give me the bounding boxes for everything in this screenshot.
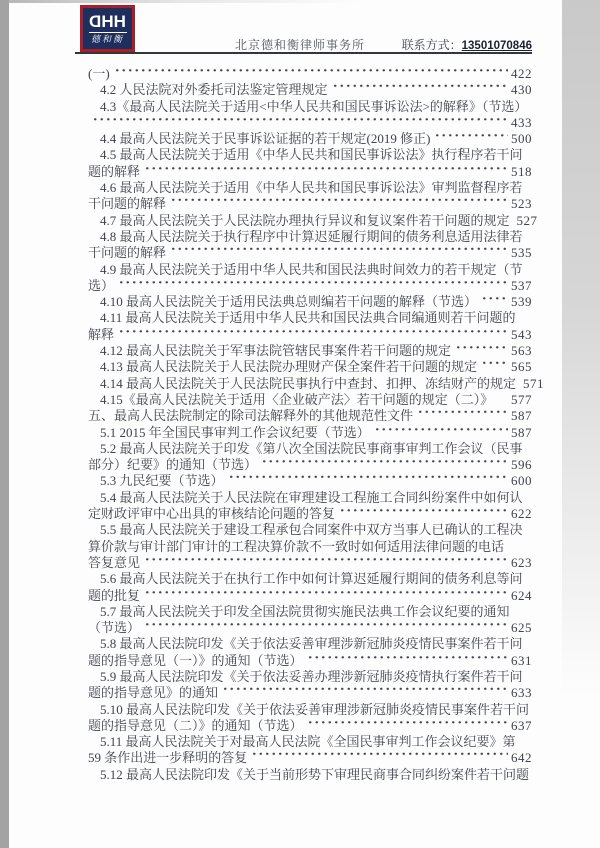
toc-line <box>88 310 532 326</box>
toc-line-text: 4.6 最高人民法院关于适用《中华人民共和国民事诉讼法》审判监督程序若 <box>100 180 523 196</box>
toc-line-text: 4.9 最高人民法院关于适用中华人民共和国民法典时间效力的若干规定（节 <box>100 261 523 277</box>
toc-line <box>88 99 532 115</box>
toc-line-text: 5.4 最高人民法院关于人民法院在审理建设工程施工合同纠纷案件中如何认 <box>100 489 523 505</box>
toc-line <box>88 588 532 604</box>
toc-line-text: 5.1 2015 年全国民事审判工作会议纪要（节选） <box>100 424 370 440</box>
dot-leader <box>114 66 508 82</box>
toc-line <box>88 604 532 620</box>
toc-page-number: 563 <box>511 343 532 359</box>
toc-page-number: 631 <box>511 652 532 668</box>
scan-edge-left <box>0 0 9 848</box>
header-rule <box>75 52 532 54</box>
toc-page-number: 565 <box>511 359 532 375</box>
toc-line <box>88 539 532 555</box>
toc-line <box>88 392 532 408</box>
toc-line-text: （节选） <box>88 620 141 636</box>
toc-line <box>88 375 545 392</box>
logo-letter-h1: H <box>101 12 114 31</box>
toc-line-text: (一) <box>88 66 110 81</box>
dot-leader <box>504 539 532 555</box>
dot-leader <box>170 196 508 212</box>
toc-line <box>88 164 532 180</box>
toc-line <box>88 229 532 245</box>
toc-line <box>88 653 532 669</box>
toc-line <box>88 473 532 489</box>
toc-line <box>88 212 538 229</box>
toc-line-text: 4.13 最高人民法院关于人民法院办理财产保全案件若干问题的规定 <box>100 359 478 375</box>
toc-page-number: 430 <box>511 82 532 98</box>
dot-leader <box>523 490 532 506</box>
toc-line-text: 5.5 最高人民法院关于建设工程承包合同案件中双方当事人已确认的工程决 <box>100 522 523 538</box>
toc-page-number: 571 <box>523 375 545 391</box>
toc-line <box>88 115 532 131</box>
toc-line <box>88 180 532 196</box>
toc-line <box>88 359 532 375</box>
toc-line <box>88 571 532 587</box>
dhh-logo-letters <box>89 13 126 30</box>
toc-line-text: 5.3 九民纪要（节选） <box>100 473 224 489</box>
dot-leader <box>307 718 508 734</box>
dot-leader <box>481 359 508 375</box>
dot-leader <box>339 506 508 522</box>
toc-line-text: 5.10 最高人民法院印发《关于依法妥善审理涉新冠肺炎疫情民事案件若干问 <box>100 701 530 717</box>
toc-line <box>88 490 532 506</box>
toc-line-text: 5.9 最高人民法院印发《关于依法妥善办理涉新冠肺炎疫情执行案件若干问 <box>100 668 523 684</box>
dot-leader <box>144 620 508 636</box>
dot-leader <box>523 636 532 652</box>
scan-edge-right <box>562 0 600 848</box>
toc-page-number: 500 <box>511 131 532 147</box>
dot-leader <box>516 310 532 326</box>
toc-line <box>88 343 532 359</box>
toc-page-number: 433 <box>511 114 532 130</box>
toc-line <box>88 506 532 522</box>
toc-page-number: 622 <box>511 506 532 522</box>
dot-leader <box>261 457 508 473</box>
toc-line <box>88 278 532 294</box>
toc-page-number: 527 <box>516 212 538 228</box>
toc-line-text: 4.8 最高人民法院关于执行程序中计算迟延履行期间的债务利息适用法律若 <box>100 228 523 244</box>
toc-line <box>88 750 532 766</box>
toc-page-number: 518 <box>511 163 532 179</box>
scan-edge-top <box>0 0 600 3</box>
toc-line-text: 4.14 最高人民法院关于人民法院民事执行中查封、扣押、冻结财产的规定 <box>100 375 517 391</box>
toc-line <box>88 425 532 441</box>
toc-line-text: 4.3《最高人民法院关于适用<中华人民共和国民事诉讼法>的解释》（节选） <box>100 98 528 114</box>
toc-line-text: 五、最高人民法院制定的除司法解释外的其他规范性文件 <box>88 408 414 424</box>
toc-line-text: 5.12 最高人民法院印发《关于当前形势下审理民商事合同纠纷案件若干问题 <box>100 766 530 782</box>
toc-page-number: 633 <box>511 685 532 701</box>
toc-line-text: 题的解释 <box>88 163 141 179</box>
logo-divider <box>89 32 127 33</box>
toc-line-text: 5.2 最高人民法院关于印发《第八次全国法院民事商事审判工作会议（民事 <box>100 440 523 456</box>
toc-line-text: 题的指导意见》的通知 <box>88 685 219 701</box>
dot-leader <box>118 278 508 294</box>
dot-leader <box>523 180 532 196</box>
toc-page-number: 600 <box>511 473 532 489</box>
toc-line-text: 59 条作出进一步释明的答复 <box>88 750 248 766</box>
dot-leader <box>144 588 508 604</box>
toc-line <box>88 734 532 750</box>
toc-page-number: 596 <box>511 457 532 473</box>
dot-leader <box>523 522 532 538</box>
toc-line <box>88 196 532 212</box>
toc-page-number: 539 <box>511 294 532 310</box>
toc-line-text: 题的指导意见（一）》的通知（节选） <box>88 652 303 668</box>
dot-leader <box>251 750 508 766</box>
dot-leader <box>455 343 508 359</box>
dot-leader <box>510 604 532 620</box>
toc-page-number: 623 <box>511 554 532 570</box>
dot-leader <box>92 115 508 131</box>
toc-line <box>88 131 532 147</box>
dot-leader <box>529 767 532 783</box>
toc-line <box>88 245 532 261</box>
dot-leader <box>497 392 508 408</box>
dhh-logo <box>80 5 135 52</box>
logo-letter-d-mirrored: D <box>89 12 102 31</box>
toc-line-text: 4.15《最高人民法院关于适用〈企业破产法〉若干问题的规定（二）》 <box>100 391 494 407</box>
dot-leader <box>228 473 508 489</box>
dot-leader <box>144 555 508 571</box>
dot-leader <box>307 653 508 669</box>
dot-leader <box>527 99 532 115</box>
toc-line-text: 算价款与审计部门审计的工程决算价款不一致时如何适用法律问题的电话 <box>88 538 505 554</box>
toc-page-number: 642 <box>511 750 532 766</box>
dot-leader <box>332 82 508 98</box>
toc-page-number: 523 <box>511 196 532 212</box>
toc-line-text: 4.12 最高人民法院关于军事法院管辖民事案件若干问题的规定 <box>100 343 452 359</box>
toc-line <box>88 522 532 538</box>
toc-line-text: 部分）纪要》的通知（节选） <box>88 457 258 473</box>
toc-line-text: 4.11 最高人民法院关于适用中华人民共和国民法典合同编通则若干问题的 <box>100 310 516 326</box>
toc-page-number: 637 <box>511 717 532 733</box>
toc-page-number: 537 <box>511 277 532 293</box>
dot-leader <box>144 164 508 180</box>
toc-line-text: 干问题的解释 <box>88 196 167 212</box>
toc-line <box>88 669 532 685</box>
toc-line-text: 干问题的解释 <box>88 245 167 261</box>
dot-leader <box>374 425 508 441</box>
toc-line <box>88 636 532 652</box>
toc-line-text: 4.4 最高人民法院关于民事诉讼证据的若干规定(2019 修正) <box>100 131 431 147</box>
dot-leader <box>481 294 508 310</box>
table-of-contents <box>88 66 545 783</box>
toc-line-text: 4.7 最高人民法院关于人民法院办理执行异议和复议案件若干问题的规定 <box>100 212 510 228</box>
toc-line-text: 5.7 最高人民法院关于印发全国法院贯彻实施民法典工作会议纪要的通知 <box>100 603 510 619</box>
dot-leader <box>516 734 532 750</box>
contact-phone: 13501070846 <box>461 40 532 52</box>
toc-line <box>88 294 532 310</box>
toc-line <box>88 620 532 636</box>
toc-line-text: 5.8 最高人民法院印发《关于依法妥善审理涉新冠肺炎疫情民事案件若干问 <box>100 636 523 652</box>
toc-line <box>88 408 532 424</box>
toc-line <box>88 147 532 163</box>
toc-line-text: 题的批复 <box>88 587 141 603</box>
firm-name: 北京德和衡律师事务所 <box>234 38 365 52</box>
toc-page-number: 624 <box>511 587 532 603</box>
toc-line-text: 4.2 人民法院对外委托司法鉴定管理规定 <box>100 82 328 98</box>
toc-line <box>88 718 532 734</box>
toc-line-text: 5.11 最高人民法院关于对最高人民法院《全国民事审判工作会议纪要》第 <box>100 734 516 750</box>
contact-info <box>402 36 532 53</box>
toc-line <box>88 441 532 457</box>
toc-line <box>88 555 532 571</box>
toc-page-number: 625 <box>511 620 532 636</box>
dot-leader <box>523 571 532 587</box>
dot-leader <box>523 229 532 245</box>
toc-page-number: 587 <box>511 408 532 424</box>
dot-leader <box>523 147 532 163</box>
toc-line <box>88 767 532 783</box>
dot-leader <box>434 131 508 147</box>
toc-line-text: 解释 <box>88 326 115 342</box>
logo-chinese-name: 德和衡 <box>90 34 124 44</box>
toc-page-number: 587 <box>511 424 532 440</box>
toc-line <box>88 66 532 82</box>
dot-leader <box>222 685 508 701</box>
toc-page-number: 543 <box>511 326 532 342</box>
toc-line-text: 选） <box>88 277 115 293</box>
toc-line-text: 4.10 最高人民法院关于适用民法典总则编若干问题的解释（节选） <box>100 294 478 310</box>
toc-line <box>88 702 532 718</box>
dot-leader <box>523 669 532 685</box>
dot-leader <box>170 245 508 261</box>
dot-leader <box>529 702 532 718</box>
dot-leader <box>118 327 508 343</box>
toc-line <box>88 82 532 98</box>
toc-page-number: 422 <box>511 66 532 81</box>
contact-label: 联系方式： <box>401 38 462 52</box>
toc-page-number: 577 <box>511 391 532 407</box>
logo-letter-h2: H <box>113 12 126 31</box>
toc-line <box>88 685 532 701</box>
toc-line <box>88 457 532 473</box>
toc-line-text: 4.5 最高人民法院关于适用《中华人民共和国民事诉讼法》执行程序若干问 <box>100 147 523 163</box>
toc-line <box>88 327 532 343</box>
toc-line-text: 5.6 最高人民法院关于在执行工作中如何计算迟延履行期间的债务利息等问 <box>100 571 523 587</box>
dot-leader <box>523 262 532 278</box>
dot-leader <box>523 441 532 457</box>
toc-line <box>88 262 532 278</box>
dot-leader <box>417 408 508 424</box>
toc-page-number: 535 <box>511 245 532 261</box>
toc-line-text: 题的指导意见（二）》的通知（节选） <box>88 717 303 733</box>
toc-line-text: 定财政评审中心出具的审核结论问题的答复 <box>88 506 336 522</box>
toc-line-text: 答复意见 <box>88 554 141 570</box>
